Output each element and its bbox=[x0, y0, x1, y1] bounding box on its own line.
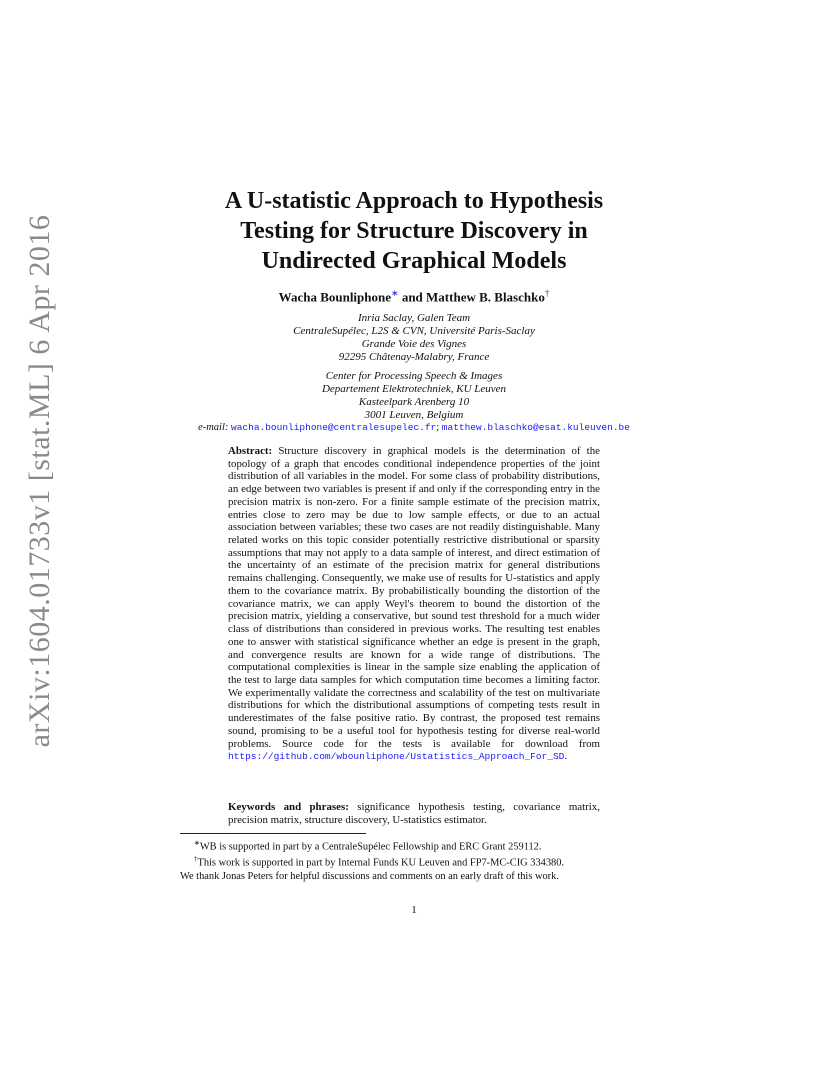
abstract-text: Structure discovery in graphical models is the determination of the topology of a graph that encodes conditional independence properties of the joint distribution of all variables in the model. For some class of probability distributions, an edge between two variables is present if and only if the corresponding entry in the precision matrix is non-zero. For a finite sample estimate of the precision matrix, entries close to zero may be due to low sample effects, or due to an actual association between variables; these two cases are not readily distinguishable. Many related works on this topic consider potentially restrictive distributional or sparsity assumptions that may not apply to a data sample of interest, and direct estimation of the uncertainty of an estimate of the precision matrix for general distributions remains challenging. Consequently, we make use of results for U-statistics and apply them to the covariance matrix. By probabilistically bounding the distortion of the covariance matrix, we can apply Weyl's theorem to bound the distortion of the precision matrix, yielding a conservative, but sound test threshold for a much wider class of distributions than considered in previous works. The resulting test enables one to answer with statistical significance whether an edge is present in the graph, and convergence results are known for a wide range of distributions. The computational complexities is linear in the sample size enabling the application of the test to large data samples for which computation time becomes a limiting factor. We experimentally validate the correctness and scalability of the test on multivariate distributions for which the distributional assumptions of competing tests result in underestimates of the false positive ratio. By contrast, the proposed test remains sound, promising to be a useful tool for hypothesis testing for diverse real-world problems. Source code for the tests is available for download from bbox=[228, 445, 600, 750]
affiliation-block-2 bbox=[180, 370, 648, 422]
footnote-2 bbox=[180, 853, 650, 869]
title-line-2: Testing for Structure Discovery in bbox=[240, 218, 588, 244]
email-line bbox=[150, 422, 678, 433]
author-list bbox=[140, 288, 688, 305]
email-separator: ; bbox=[436, 422, 440, 433]
footnote-1 bbox=[180, 837, 650, 853]
keywords-label: Keywords and phrases: bbox=[228, 801, 349, 813]
title-line-3: Undirected Graphical Models bbox=[261, 248, 567, 274]
footnotes bbox=[180, 837, 650, 883]
title-line-1: A U-statistic Approach to Hypothesis bbox=[224, 188, 604, 214]
abstract bbox=[228, 445, 600, 764]
page-number: 1 bbox=[411, 904, 417, 916]
affiliation-line: 92295 Châtenay-Malabry, France bbox=[338, 351, 490, 363]
footnote-mark: † bbox=[194, 855, 198, 864]
affiliation-block-1 bbox=[180, 312, 648, 364]
affiliation-line: CentraleSupélec, L2S & CVN, Université Paris-Saclay bbox=[293, 325, 535, 337]
email-link-1[interactable]: wacha.bounliphone@centralesupelec.fr bbox=[231, 422, 437, 433]
acknowledgement: We thank Jonas Peters for helpful discussions and comments on an early draft of this work. bbox=[180, 870, 559, 882]
affiliation-line: 3001 Leuven, Belgium bbox=[364, 409, 464, 421]
footnote-mark-link[interactable]: † bbox=[544, 288, 550, 298]
author-name: Matthew B. Blaschko bbox=[426, 289, 545, 305]
affiliation-line: Inria Saclay, Galen Team bbox=[357, 312, 471, 324]
author-connector: and bbox=[398, 289, 427, 305]
footnote-divider bbox=[180, 833, 366, 834]
footnote-text: This work is supported in part by Internal Funds KU Leuven and FP7-MC-CIG 334380. bbox=[197, 857, 565, 869]
email-link-2[interactable]: matthew.blaschko@esat.kuleuven.be bbox=[441, 422, 630, 433]
abstract-label: Abstract: bbox=[228, 445, 273, 457]
arxiv-identifier-stamp: arXiv:1604.01733v1 [stat.ML] 6 Apr 2016 bbox=[23, 214, 56, 748]
email-label: e-mail: bbox=[198, 422, 229, 433]
footnote-mark-link[interactable]: ∗ bbox=[391, 288, 399, 298]
keywords-text: significance hypothesis testing, covariance matrix, precision matrix, structure discovery, U-statistics estimator. bbox=[228, 801, 600, 826]
affiliation-line: Center for Processing Speech & Images bbox=[325, 370, 503, 382]
footnote-mark: ∗ bbox=[194, 839, 200, 847]
keywords bbox=[228, 801, 600, 826]
paper-title bbox=[140, 186, 688, 276]
abstract-end: . bbox=[564, 750, 568, 763]
affiliation-line: Grande Voie des Vignes bbox=[361, 338, 467, 350]
affiliation-line: Departement Elektrotechniek, KU Leuven bbox=[321, 383, 507, 395]
affiliation-line: Kasteelpark Arenberg 10 bbox=[358, 396, 470, 408]
footnote-text: WB is supported in part by a CentraleSupélec Fellowship and ERC Grant 259112. bbox=[199, 841, 542, 853]
source-code-link[interactable]: https://github.com/wbounliphone/Ustatistics_Approach_For_SD bbox=[228, 751, 565, 763]
author-name: Wacha Bounliphone bbox=[278, 289, 392, 305]
